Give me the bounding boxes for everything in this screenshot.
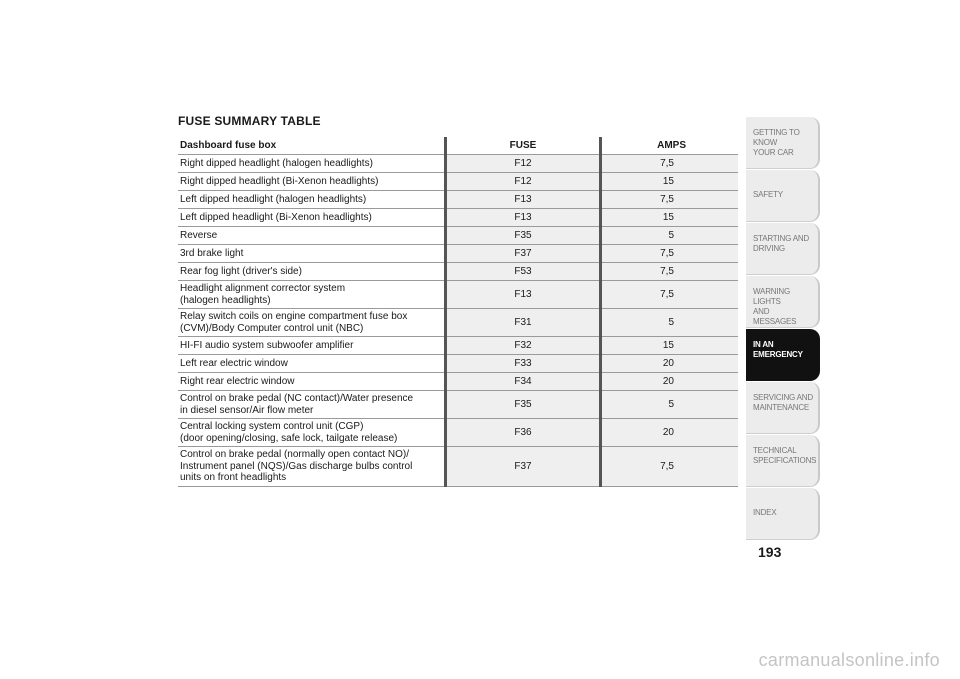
table-row (178, 373, 738, 391)
fuse-id-cell: F33 (446, 355, 601, 373)
amps-cell: 15 (601, 337, 739, 355)
amps-cell: 20 (601, 419, 739, 447)
amps-cell: 5 (601, 391, 739, 419)
tab-servicing[interactable]: SERVICING AND MAINTENANCE (746, 382, 820, 434)
fuse-name-cell: Rear fog light (driver's side) (178, 263, 446, 281)
amps-cell: 20 (601, 355, 739, 373)
fuse-name-cell: Relay switch coils on engine compartment fuse box (CVM)/Body Computer control unit (NBC) (178, 309, 446, 337)
amps-cell: 20 (601, 373, 739, 391)
fuse-name-cell: Right dipped headlight (halogen headlights) (178, 155, 446, 173)
table-row (178, 155, 738, 173)
table-row (178, 227, 738, 245)
fuse-id-cell: F13 (446, 209, 601, 227)
fuse-id-cell: F12 (446, 173, 601, 191)
header-dashboard-fuse-box: Dashboard fuse box (178, 137, 446, 155)
watermark: carmanualsonline.info (758, 650, 940, 670)
tab-index[interactable]: INDEX (746, 488, 820, 540)
fuse-id-cell: F35 (446, 391, 601, 419)
header-fuse: FUSE (446, 137, 601, 155)
fuse-id-cell: F13 (446, 281, 601, 309)
table-row (178, 263, 738, 281)
fuse-name-cell: Left rear electric window (178, 355, 446, 373)
fuse-name-cell: Left dipped headlight (Bi-Xenon headlights) (178, 209, 446, 227)
amps-cell: 5 (601, 227, 739, 245)
fuse-name-cell: Control on brake pedal (NC contact)/Water presence in diesel sensor/Air flow meter (178, 391, 446, 419)
section-tabs (746, 117, 820, 541)
amps-cell: 7,5 (601, 281, 739, 309)
fuse-id-cell: F37 (446, 245, 601, 263)
amps-cell: 15 (601, 209, 739, 227)
table-row (178, 173, 738, 191)
table-row (178, 245, 738, 263)
fuse-name-cell: Right dipped headlight (Bi-Xenon headlights) (178, 173, 446, 191)
fuse-name-cell: Left dipped headlight (halogen headlights) (178, 191, 446, 209)
fuse-id-cell: F31 (446, 309, 601, 337)
table-row (178, 355, 738, 373)
fuse-id-cell: F12 (446, 155, 601, 173)
table-header-row (178, 137, 738, 155)
tab-in-an-emergency[interactable]: IN AN EMERGENCY (746, 329, 820, 381)
table-row (178, 419, 738, 447)
page-title: FUSE SUMMARY TABLE (178, 114, 321, 128)
fuse-name-cell: HI-FI audio system subwoofer amplifier (178, 337, 446, 355)
page-number: 193 (758, 544, 782, 560)
fuse-name-cell: Headlight alignment corrector system (halogen headlights) (178, 281, 446, 309)
header-amps: AMPS (601, 137, 739, 155)
fuse-name-cell: Right rear electric window (178, 373, 446, 391)
amps-cell: 5 (601, 309, 739, 337)
amps-cell: 7,5 (601, 245, 739, 263)
fuse-id-cell: F37 (446, 447, 601, 487)
fuse-name-cell: Control on brake pedal (normally open contact NO)/ Instrument panel (NQS)/Gas discharge bulbs control units on front headlights (178, 447, 446, 487)
tab-getting-to-know[interactable]: GETTING TO KNOW YOUR CAR (746, 117, 820, 169)
table-row (178, 209, 738, 227)
tab-technical[interactable]: TECHNICAL SPECIFICATIONS (746, 435, 820, 487)
amps-cell: 7,5 (601, 263, 739, 281)
amps-cell: 7,5 (601, 447, 739, 487)
fuse-id-cell: F34 (446, 373, 601, 391)
fuse-name-cell: 3rd brake light (178, 245, 446, 263)
fuse-id-cell: F32 (446, 337, 601, 355)
amps-cell: 7,5 (601, 155, 739, 173)
table-row (178, 191, 738, 209)
table-row (178, 391, 738, 419)
tab-starting-driving[interactable]: STARTING AND DRIVING (746, 223, 820, 275)
table-row (178, 447, 738, 487)
amps-cell: 7,5 (601, 191, 739, 209)
fuse-id-cell: F35 (446, 227, 601, 245)
fuse-name-cell: Central locking system control unit (CGP) (door opening/closing, safe lock, tailgate release) (178, 419, 446, 447)
fuse-summary-table (178, 137, 738, 487)
fuse-id-cell: F53 (446, 263, 601, 281)
table-row (178, 309, 738, 337)
table-row (178, 337, 738, 355)
tab-warning-lights[interactable]: WARNING LIGHTS AND MESSAGES (746, 276, 820, 328)
fuse-id-cell: F13 (446, 191, 601, 209)
table-row (178, 281, 738, 309)
tab-safety[interactable]: SAFETY (746, 170, 820, 222)
fuse-name-cell: Reverse (178, 227, 446, 245)
fuse-id-cell: F36 (446, 419, 601, 447)
amps-cell: 15 (601, 173, 739, 191)
